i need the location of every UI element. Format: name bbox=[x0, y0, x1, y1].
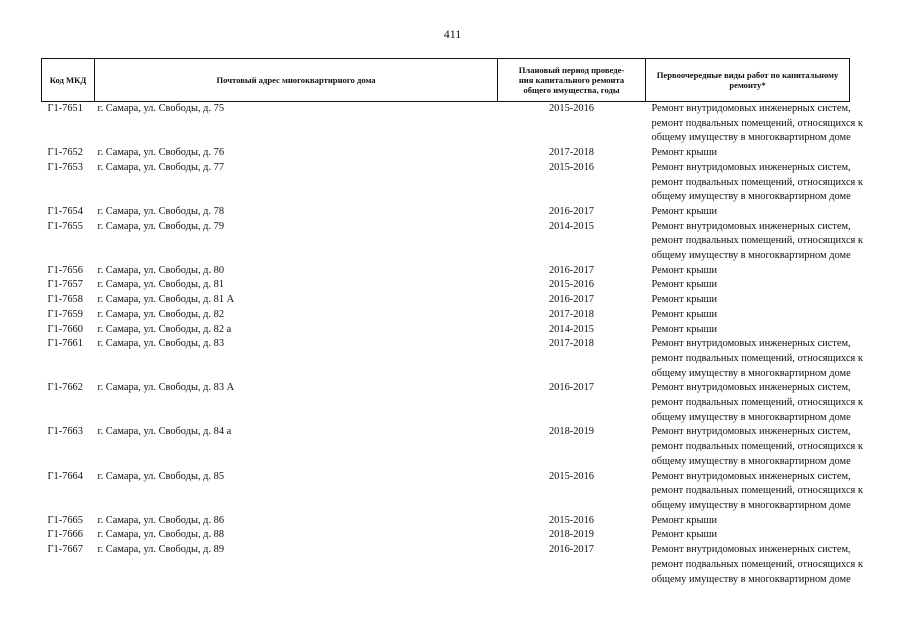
repair-works-line: Ремонт крыши bbox=[651, 529, 718, 541]
capital-repair-table bbox=[41, 58, 863, 587]
repair-period-cell: 2018-2019 bbox=[548, 426, 595, 438]
header-works-line: ремонту* bbox=[729, 80, 766, 90]
repair-period-cell: 2017-2018 bbox=[548, 308, 595, 320]
repair-period-cell: 2017-2018 bbox=[548, 338, 595, 350]
table-row bbox=[42, 308, 850, 323]
repair-works-line: Ремонт внутридомовых инженерных систем, bbox=[651, 382, 851, 394]
mkd-code-cell: Г1-7665 bbox=[47, 514, 83, 526]
repair-works-line: Ремонт крыши bbox=[651, 279, 718, 291]
address-cell: г. Самара, ул. Свободы, д. 85 bbox=[97, 470, 225, 482]
repair-works-line: общему имуществу в многоквартирном доме bbox=[651, 367, 851, 379]
address-cell: г. Самара, ул. Свободы, д. 89 bbox=[97, 544, 225, 556]
address-cell: г. Самара, ул. Свободы, д. 84 а bbox=[97, 426, 232, 438]
mkd-code-cell: Г1-7657 bbox=[47, 279, 83, 291]
repair-period-cell: 2014-2015 bbox=[548, 323, 595, 335]
table-row bbox=[42, 337, 850, 381]
repair-works-line: Ремонт крыши bbox=[651, 514, 718, 526]
header-code: Код МКД bbox=[42, 59, 95, 102]
table-row bbox=[42, 293, 850, 308]
repair-period-cell: 2014-2015 bbox=[548, 220, 595, 232]
table-row bbox=[42, 146, 850, 161]
repair-works-cell bbox=[646, 308, 850, 323]
mkd-code-cell: Г1-7667 bbox=[47, 544, 83, 556]
address-cell: г. Самара, ул. Свободы, д. 81 bbox=[97, 279, 225, 291]
header-period-line: общего имущества, годы bbox=[523, 85, 620, 96]
repair-period-cell: 2016-2017 bbox=[548, 205, 595, 217]
repair-period-cell: 2016-2017 bbox=[548, 382, 595, 394]
repair-period-cell: 2016-2017 bbox=[548, 264, 595, 276]
table-row bbox=[42, 102, 850, 147]
repair-works-cell bbox=[646, 146, 850, 161]
repair-works-line: общему имуществу в многоквартирном доме bbox=[651, 250, 851, 262]
repair-works-cell bbox=[646, 528, 850, 543]
table-row bbox=[42, 264, 850, 279]
repair-works-cell bbox=[646, 264, 850, 279]
address-cell: г. Самара, ул. Свободы, д. 80 bbox=[97, 264, 225, 276]
mkd-code-cell: Г1-7660 bbox=[47, 323, 83, 335]
repair-works-line: Ремонт внутридомовых инженерных систем, bbox=[651, 338, 851, 350]
repair-works-line: ремонт подвальных помещений, относящихся к bbox=[651, 558, 863, 570]
repair-works-line: ремонт подвальных помещений, относящихся к bbox=[651, 352, 863, 364]
repair-period-cell: 2017-2018 bbox=[548, 147, 595, 159]
mkd-code-cell: Г1-7661 bbox=[47, 338, 83, 350]
repair-works-line: общему имуществу в многоквартирном доме bbox=[651, 573, 851, 585]
repair-works-cell bbox=[646, 514, 850, 529]
table-header bbox=[42, 59, 850, 102]
repair-works-line: Ремонт внутридомовых инженерных систем, bbox=[651, 544, 851, 556]
address-cell: г. Самара, ул. Свободы, д. 81 А bbox=[97, 294, 235, 306]
table-row bbox=[42, 528, 850, 543]
repair-works-line: ремонт подвальных помещений, относящихся к bbox=[651, 441, 863, 453]
header-period-line: ния капитального ремонта bbox=[518, 74, 625, 85]
table-row bbox=[42, 514, 850, 529]
repair-period-cell: 2016-2017 bbox=[548, 544, 595, 556]
repair-works-cell bbox=[646, 543, 863, 587]
repair-period-cell: 2015-2016 bbox=[548, 279, 595, 291]
repair-period-cell: 2015-2016 bbox=[548, 514, 595, 526]
page-number: 411 bbox=[443, 27, 462, 41]
repair-works-line: общему имуществу в многоквартирном доме bbox=[651, 455, 851, 467]
table-row bbox=[42, 470, 850, 514]
repair-works-cell bbox=[646, 161, 863, 205]
header-address: Почтовый адрес многоквартирного дома bbox=[95, 59, 498, 102]
header-works-line: Первоочередные виды работ по капитальному bbox=[656, 69, 839, 80]
mkd-code-cell: Г1-7666 bbox=[47, 529, 83, 541]
table-body bbox=[42, 102, 863, 588]
repair-period-cell: 2015-2016 bbox=[548, 161, 595, 173]
address-cell: г. Самара, ул. Свободы, д. 88 bbox=[97, 529, 225, 541]
address-cell: г. Самара, ул. Свободы, д. 86 bbox=[97, 514, 225, 526]
repair-period-cell: 2015-2016 bbox=[548, 103, 595, 114]
repair-works-line: Ремонт внутридомовых инженерных систем, bbox=[651, 470, 851, 482]
repair-works-cell bbox=[646, 470, 863, 514]
mkd-code-cell: Г1-7659 bbox=[47, 308, 83, 320]
table-row bbox=[42, 278, 850, 293]
address-cell: г. Самара, ул. Свободы, д. 82 а bbox=[97, 323, 232, 335]
repair-works-line: ремонт подвальных помещений, относящихся к bbox=[651, 176, 863, 188]
mkd-code-cell: Г1-7654 bbox=[47, 205, 83, 217]
repair-works-cell bbox=[646, 323, 850, 338]
repair-works-line: ремонт подвальных помещений, относящихся к bbox=[651, 485, 863, 497]
address-cell: г. Самара, ул. Свободы, д. 78 bbox=[97, 205, 225, 217]
address-cell: г. Самара, ул. Свободы, д. 82 bbox=[97, 308, 225, 320]
table-row bbox=[42, 220, 850, 264]
repair-works-line: Ремонт крыши bbox=[651, 323, 718, 335]
repair-works-line: ремонт подвальных помещений, относящихся к bbox=[651, 117, 863, 129]
table-row bbox=[42, 425, 850, 469]
repair-works-line: общему имуществу в многоквартирном доме bbox=[651, 411, 851, 423]
repair-works-line: Ремонт внутридомовых инженерных систем, bbox=[651, 426, 851, 438]
mkd-code-cell: Г1-7664 bbox=[47, 470, 83, 482]
repair-works-line: общему имуществу в многоквартирном доме bbox=[651, 499, 851, 511]
repair-period-cell: 2018-2019 bbox=[548, 529, 595, 541]
repair-works-cell bbox=[646, 381, 863, 425]
repair-works-cell bbox=[646, 425, 863, 469]
repair-works-line: ремонт подвальных помещений, относящихся к bbox=[651, 235, 863, 247]
table-row bbox=[42, 381, 850, 425]
header-works bbox=[646, 59, 850, 102]
address-cell: г. Самара, ул. Свободы, д. 79 bbox=[97, 220, 225, 232]
repair-period-cell: 2016-2017 bbox=[548, 294, 595, 306]
address-cell: г. Самара, ул. Свободы, д. 83 bbox=[97, 338, 225, 350]
repair-period-cell: 2015-2016 bbox=[548, 470, 595, 482]
header-period-line: Плановый период проведе- bbox=[518, 64, 625, 75]
table-row bbox=[42, 323, 850, 338]
repair-works-line: общему имуществу в многоквартирном доме bbox=[651, 132, 851, 144]
repair-works-line: ремонт подвальных помещений, относящихся к bbox=[651, 397, 863, 409]
repair-works-line: общему имуществу в многоквартирном доме bbox=[651, 191, 851, 203]
mkd-code-cell: Г1-7651 bbox=[47, 103, 83, 114]
address-cell: г. Самара, ул. Свободы, д. 77 bbox=[97, 161, 225, 173]
repair-works-line: Ремонт внутридомовых инженерных систем, bbox=[651, 220, 851, 232]
mkd-code-cell: Г1-7662 bbox=[47, 382, 83, 394]
repair-works-cell bbox=[646, 278, 850, 293]
mkd-code-cell: Г1-7663 bbox=[47, 426, 83, 438]
repair-works-line: Ремонт крыши bbox=[651, 264, 718, 276]
table-row bbox=[42, 161, 850, 205]
repair-works-cell bbox=[646, 220, 863, 264]
repair-works-cell bbox=[646, 205, 850, 220]
repair-works-line: Ремонт крыши bbox=[651, 294, 718, 306]
repair-works-line: Ремонт крыши bbox=[651, 205, 718, 217]
repair-works-line: Ремонт внутридомовых инженерных систем, bbox=[651, 161, 851, 173]
mkd-code-cell: Г1-7655 bbox=[47, 220, 83, 232]
repair-works-line: Ремонт крыши bbox=[651, 147, 718, 159]
table-row bbox=[42, 543, 850, 587]
repair-works-line: Ремонт внутридомовых инженерных систем, bbox=[651, 103, 851, 114]
table-row bbox=[42, 205, 850, 220]
address-cell: г. Самара, ул. Свободы, д. 76 bbox=[97, 147, 225, 159]
header-period bbox=[498, 59, 646, 102]
repair-works-line: Ремонт крыши bbox=[651, 308, 718, 320]
address-cell: г. Самара, ул. Свободы, д. 83 А bbox=[97, 382, 235, 394]
repair-works-cell bbox=[646, 293, 850, 308]
mkd-code-cell: Г1-7653 bbox=[47, 161, 83, 173]
mkd-code-cell: Г1-7656 bbox=[47, 264, 83, 276]
mkd-code-cell: Г1-7652 bbox=[47, 147, 83, 159]
address-cell: г. Самара, ул. Свободы, д. 75 bbox=[97, 103, 225, 114]
repair-works-cell bbox=[646, 102, 863, 147]
mkd-code-cell: Г1-7658 bbox=[47, 294, 83, 306]
repair-works-cell bbox=[646, 337, 863, 381]
